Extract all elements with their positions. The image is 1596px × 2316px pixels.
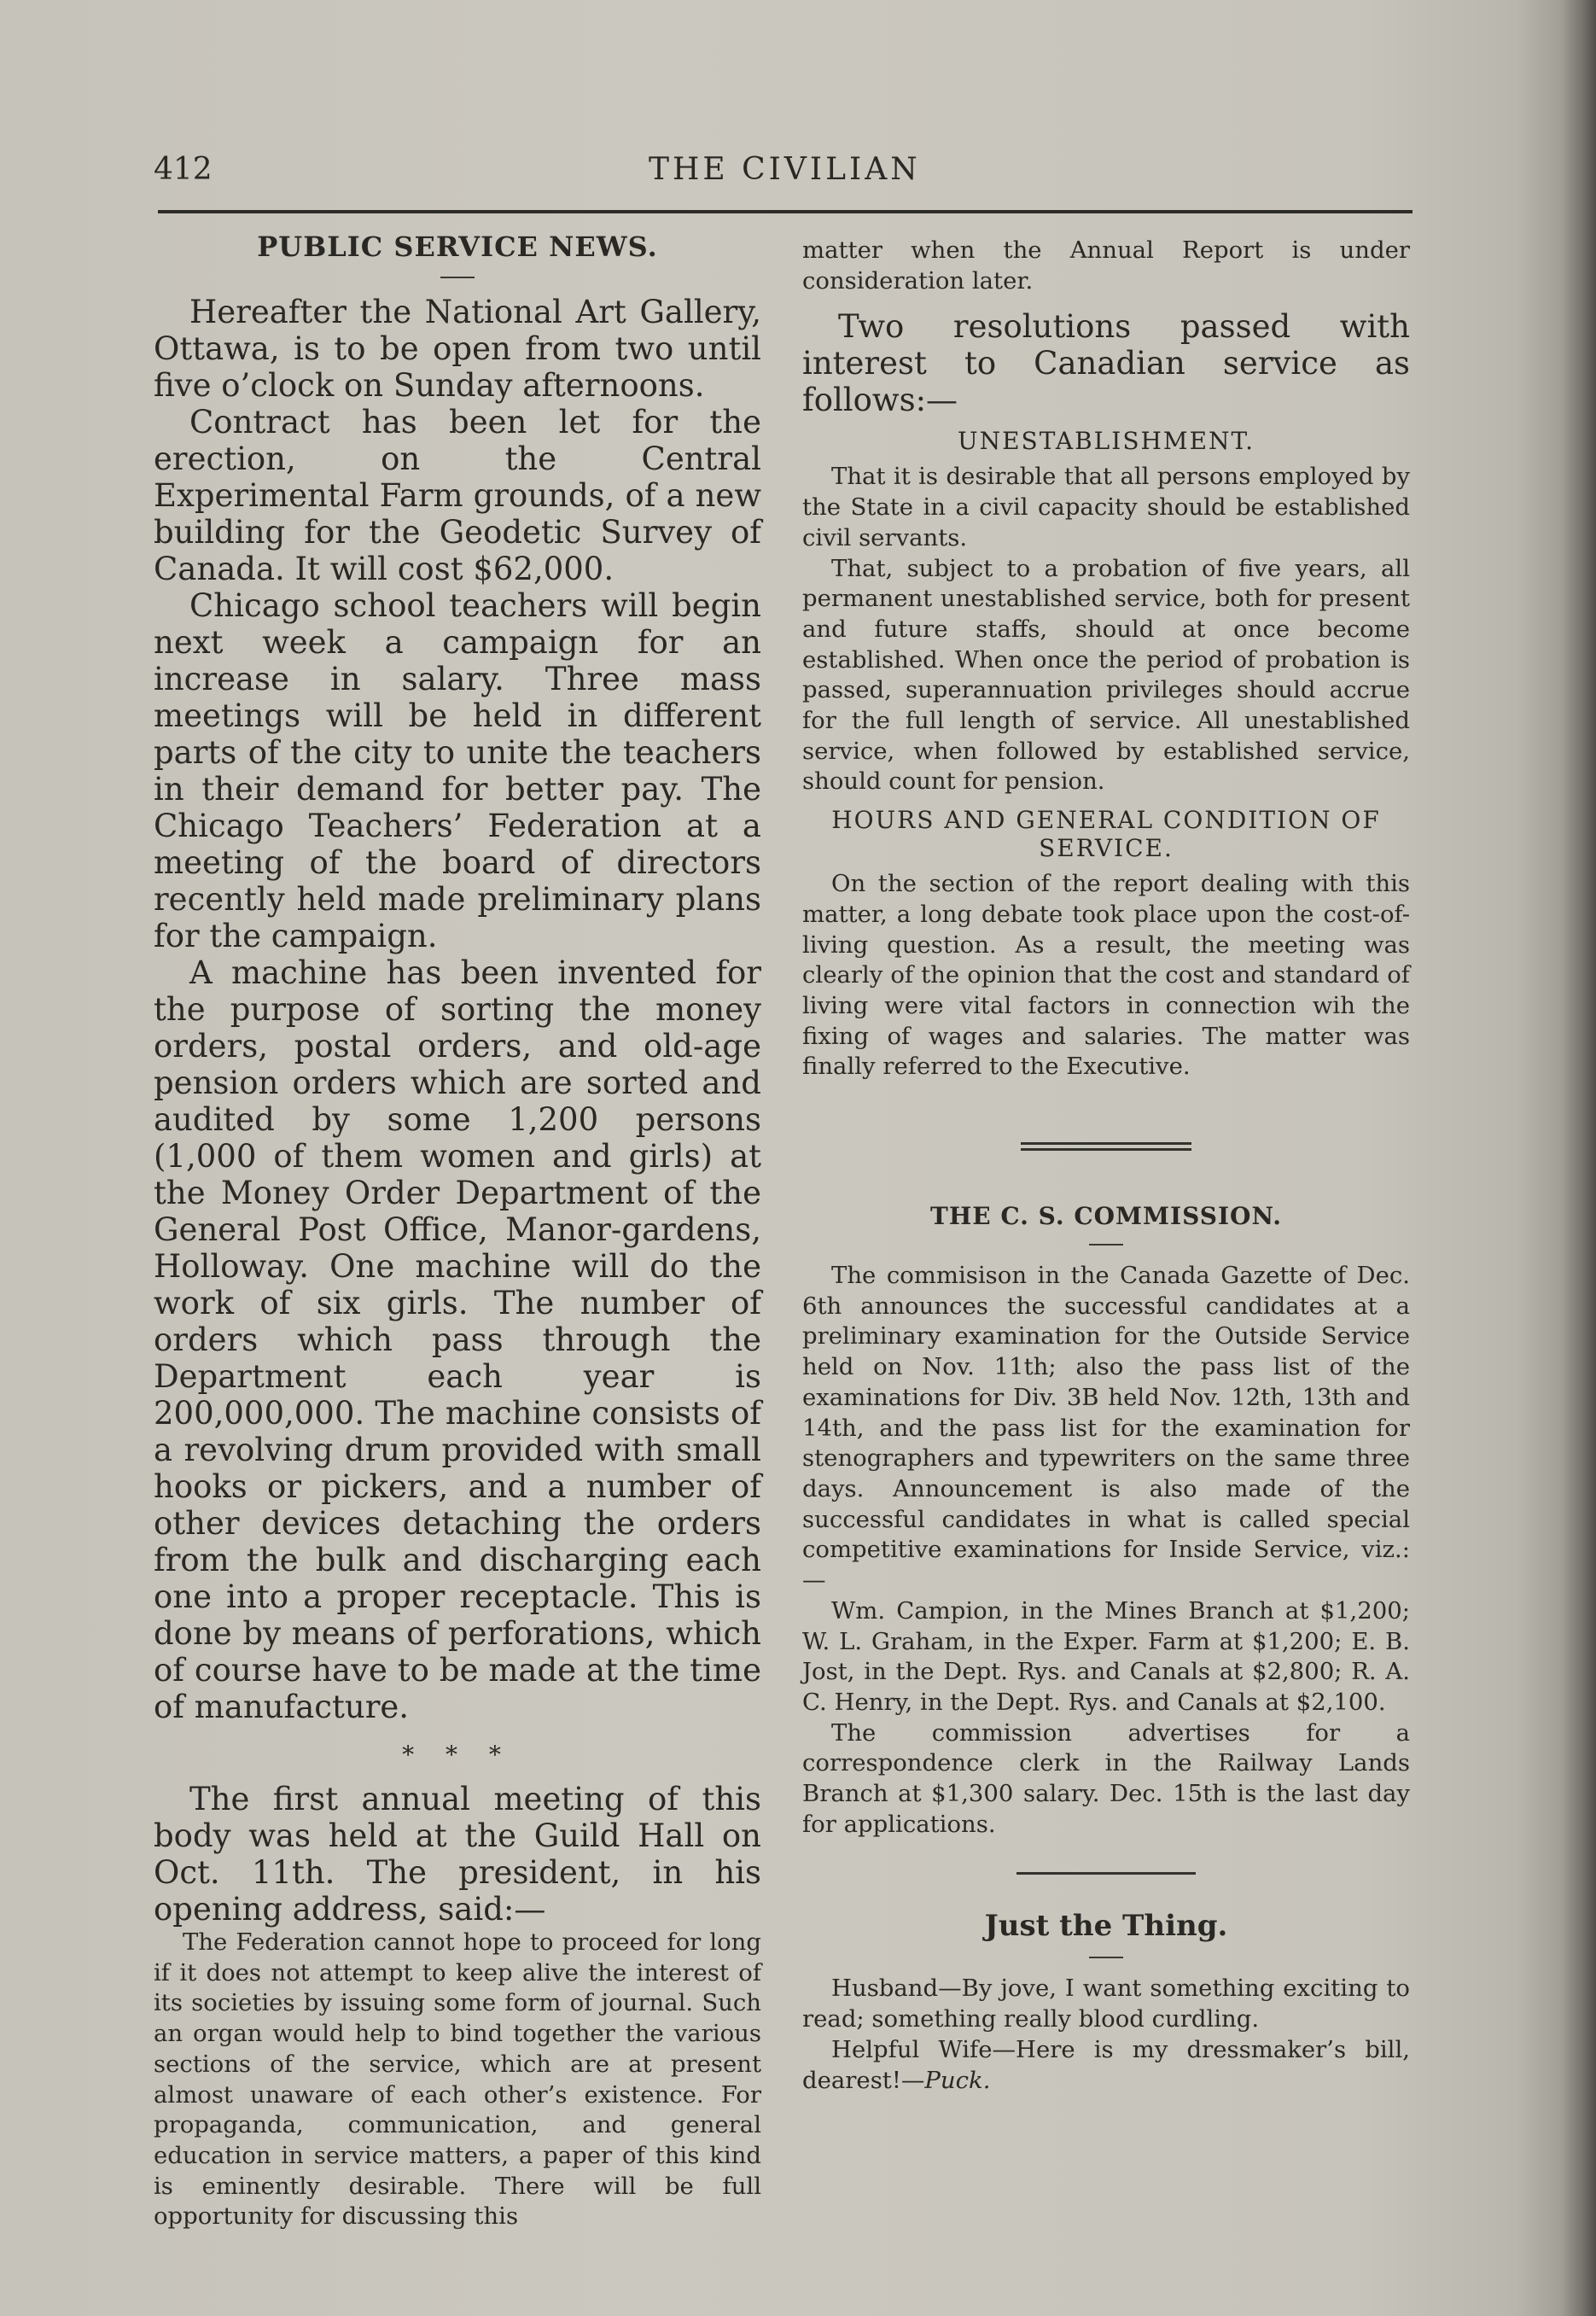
paragraph-sorting-machine: A machine has been invented for the purpose of sorting the money orders, postal orders, and old-age pension orders which are sorted and audited by some 1,200 persons (1,000 of them women and girls) at the Money Order Department of the General Post Office, Manor-gardens, Holloway. One machine will do the work of six girls. The number of orders which pass through the Department each year is 200,000,000. The machine consists of a revolving drum provided with small hooks or pickers, and a number of other devices detaching the orders from the bulk and discharging each one into a proper receptacle. This is done by means of perforations, which of course have to be made at the time of manufacture. bbox=[154, 954, 761, 1725]
source-credit: Puck. bbox=[924, 2066, 991, 2094]
running-title: THE CIVILIAN bbox=[649, 152, 921, 187]
page-number: 412 bbox=[154, 152, 213, 187]
paragraph-helpful-wife bbox=[802, 2035, 1410, 2096]
subhead-unestablishment: UNESTABLISHMENT. bbox=[958, 427, 1255, 456]
paragraph-correspondence-clerk: The commission advertises for a correspondence clerk in the Railway Lands Branch at $1,300 salary. Dec. 15th is the last day for applications. bbox=[802, 1718, 1410, 1838]
paragraph-commission-gazette: The commisison in the Canada Gazette of Dec. 6th announces the successful candidates at a preliminary examination for the Outside Service held on Nov. 11th; also the pass list of the examinations for Div. 3B held Nov. 12th, 13th and 14th, and the pass list for the examination for stenographers and typewriters on the same three days. Announcement is also made of the successful candidates in what is called special competitive examinations for Inside Service, viz.:— bbox=[802, 1262, 1410, 1595]
page-binding-shadow bbox=[1562, 0, 1596, 2316]
right-column bbox=[802, 236, 1410, 2096]
paragraph-chicago-teachers: Chicago school teachers will begin next week a campaign for an increase in salary. Three mass meetings will be held in different parts of the city to unite the teachers in their demand for better pay. The Chicago Teachers’ Federation at a meeting of the board of directors recently held made preliminary plans for the campaign. bbox=[154, 587, 761, 954]
headline-dash bbox=[1089, 1957, 1123, 1958]
headline-dash bbox=[1089, 1244, 1123, 1246]
paragraph-annual-meeting: The first annual meeting of this body was held at the Guild Hall on Oct. 11th. The president, in his opening address, said:— bbox=[154, 1781, 761, 1928]
single-rule-divider bbox=[1016, 1872, 1196, 1875]
left-column bbox=[154, 230, 761, 2232]
paragraph-cost-of-living: On the section of the report dealing with this matter, a long debate took place upon the cost-of-living question. As a result, the meeting was clearly of the opinion that the cost and standard of living were vital factors in connection wih the fixing of wages and salaries. The matter was finally referred to the Executive. bbox=[802, 870, 1410, 1081]
subhead-hours-conditions: HOURS AND GENERAL CONDITION OF SERVICE. bbox=[831, 806, 1381, 863]
wife-quote: Helpful Wife—Here is my dressmaker’s bill, dearest!— bbox=[802, 2035, 1410, 2094]
headline-just-the-thing: Just the Thing. bbox=[984, 1909, 1228, 1944]
paragraph-federation-journal: The Federation cannot hope to proceed for long if it does not attempt to keep alive the interest of its societies by issuing some form of journal. Such an organ would help to bind together the various sections of the service, which are at present almost unaware of each other’s existence. For propaganda, communication, and general education in service matters, a paper of this kind is eminently desirable. There will be full opportunity for discussing this bbox=[154, 1928, 761, 2231]
paragraph-appointments: Wm. Campion, in the Mines Branch at $1,200; W. L. Graham, in the Exper. Farm at $1,200; E. B. Jost, in the Dept. Rys. and Canals at $2,800; R. A. C. Henry, in the Dept. Rys. and Canals at $2,100. bbox=[802, 1596, 1410, 1716]
paragraph-continuation: matter when the Annual Report is under consideration later. bbox=[802, 236, 1410, 295]
header-rule bbox=[158, 210, 1413, 213]
section-separator-stars: * * * bbox=[402, 1741, 513, 1769]
paragraph-resolution-two: That, subject to a probation of five years, all permanent unestablished service, both for present and future staffs, should at once become established. When once the period of probation is passed, superannuation privileges should accrue for the full length of service. All unestablished service, when followed by established service, should count for pension. bbox=[802, 554, 1410, 796]
paragraph-art-gallery: Hereafter the National Art Gallery, Ottawa, is to be open from two until five o’clock on Sunday afternoons. bbox=[154, 294, 761, 404]
headline-cs-commission: THE C. S. COMMISSION. bbox=[929, 1202, 1282, 1231]
paragraph-geodetic-survey: Contract has been let for the erection, on the Central Experimental Farm grounds, of a new building for the Geodetic Survey of Canada. It will cost $62,000. bbox=[154, 404, 761, 587]
paragraph-husband: Husband—By jove, I want something exciting to read; something really blood curdling. bbox=[802, 1975, 1410, 2033]
double-rule-divider bbox=[1021, 1142, 1191, 1151]
paragraph-two-resolutions: Two resolutions passed with interest to Canadian service as follows:— bbox=[802, 308, 1410, 419]
headline-public-service-news: PUBLIC SERVICE NEWS. bbox=[257, 230, 658, 263]
headline-dash bbox=[440, 277, 475, 278]
page-header bbox=[154, 152, 1417, 195]
paragraph-resolution-one: That it is desirable that all persons employed by the State in a civil capacity should be established civil servants. bbox=[802, 463, 1410, 551]
